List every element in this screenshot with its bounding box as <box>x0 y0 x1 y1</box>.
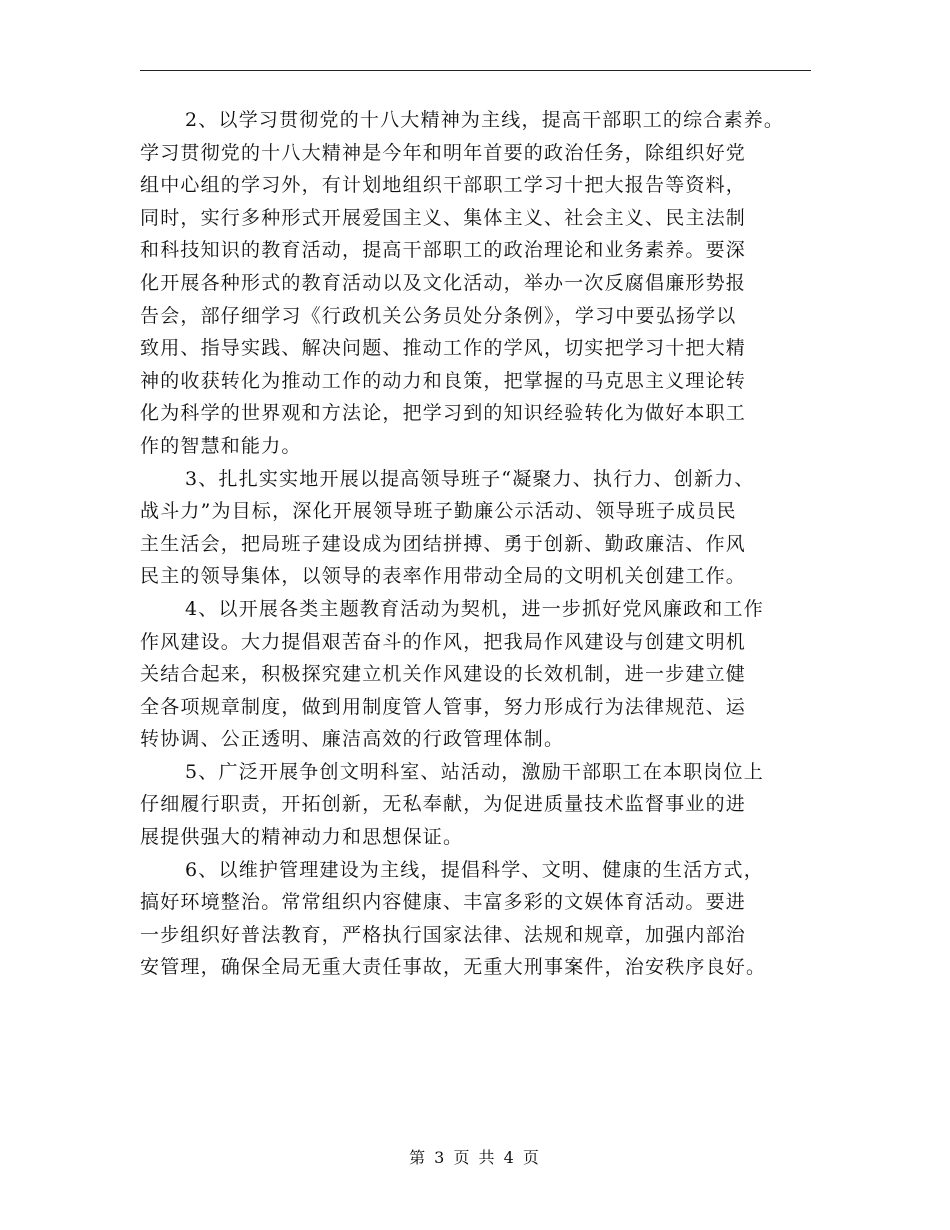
paragraph-item-4 <box>140 593 840 756</box>
paragraph-line: 化为科学的世界观和方法论，把学习到的知识经验转化为做好本职工 <box>140 402 747 425</box>
page-number-footer: 第 3 页 共 4 页 <box>409 1148 541 1167</box>
header-rule <box>140 70 811 71</box>
paragraph-line: 学习贯彻党的十八大精神是今年和明年首要的政治任务，除组织好党 <box>140 141 747 164</box>
paragraph-line: 作风建设。大力提倡艰苦奋斗的作风，把我局作风建设与创建文明机 <box>140 630 747 653</box>
paragraph-line: 3、扎扎实实地开展以提高领导班子“凝聚力、执行力、创新力、 <box>185 467 755 490</box>
paragraph-line: 同时，实行多种形式开展爱国主义、集体主义、社会主义、民主法制 <box>140 206 747 229</box>
document-body <box>140 104 840 984</box>
paragraph-line: 仔细履行职责，开拓创新，无私奉献，为促进质量技术监督事业的进 <box>140 793 747 816</box>
paragraph-line: 5、广泛开展争创文明科室、站活动，激励干部职工在本职岗位上 <box>185 760 764 783</box>
paragraph-line: 神的收获转化为推动工作的动力和良策，把掌握的马克思主义理论转 <box>140 369 747 392</box>
paragraph-line: 民主的领导集体，以领导的表率作用带动全局的文明机关创建工作。 <box>140 565 747 588</box>
paragraph-line: 致用、指导实践、解决问题、推动工作的学风，切实把学习十把大精 <box>140 337 747 360</box>
paragraph-line: 关结合起来，积极探究建立机关作风建设的长效机制，进一步建立健 <box>140 663 747 686</box>
paragraph-item-5 <box>140 756 840 854</box>
paragraph-line: 一步组织好普法教育，严格执行国家法律、法规和规章，加强内部治 <box>140 923 747 946</box>
paragraph-line: 化开展各种形式的教育活动以及文化活动，举办一次反腐倡廉形势报 <box>140 271 747 294</box>
paragraph-line: 告会，部仔细学习《行政机关公务员处分条例》，学习中要弘扬学以 <box>140 304 737 327</box>
paragraph-line: 作的智慧和能力。 <box>140 434 302 457</box>
paragraph-item-2 <box>140 104 840 463</box>
paragraph-item-3 <box>140 463 840 593</box>
paragraph-line: 安管理，确保全局无重大责任事故，无重大刑事案件，治安秩序良好。 <box>140 956 767 979</box>
paragraph-line: 6、以维护管理建设为主线，提倡科学、文明、健康的生活方式， <box>185 858 764 881</box>
paragraph-line: 2、以学习贯彻党的十八大精神为主线，提高干部职工的综合素养。 <box>185 109 785 131</box>
paragraph-line: 搞好环境整治。常常组织内容健康、丰富多彩的文娱体育活动。要进 <box>140 891 747 914</box>
paragraph-line: 4、以开展各类主题教育活动为契机，进一步抓好党风廉政和工作 <box>185 597 764 620</box>
paragraph-line: 组中心组的学习外，有计划地组织干部职工学习十把大报告等资料， <box>140 174 747 197</box>
paragraph-line: 和科技知识的教育活动，提高干部职工的政治理论和业务素养。要深 <box>140 239 747 262</box>
paragraph-item-6 <box>140 854 840 984</box>
paragraph-line: 展提供强大的精神动力和思想保证。 <box>140 826 464 849</box>
paragraph-line: 全各项规章制度，做到用制度管人管事，努力形成行为法律规范、运 <box>140 695 747 718</box>
paragraph-line: 主生活会，把局班子建设成为团结拼搏、勇于创新、勤政廉洁、作风 <box>140 532 747 555</box>
paragraph-line: 转协调、公正透明、廉洁高效的行政管理体制。 <box>140 728 565 751</box>
paragraph-line: 战斗力”为目标，深化开展领导班子勤廉公示活动、领导班子成员民 <box>140 500 737 523</box>
